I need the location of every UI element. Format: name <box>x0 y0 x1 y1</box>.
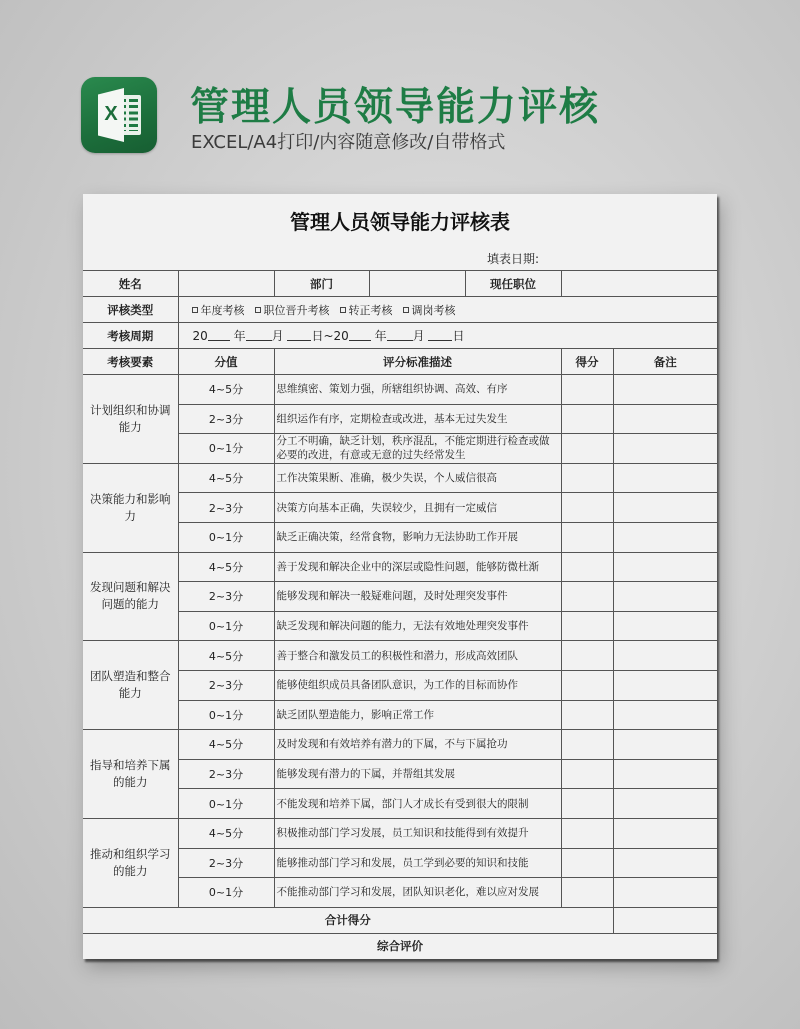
remarks-input[interactable] <box>613 493 717 523</box>
remarks-input[interactable] <box>613 582 717 612</box>
criteria-row <box>83 582 717 612</box>
remarks-input[interactable] <box>613 818 717 848</box>
score-range: 0~1分 <box>178 434 274 464</box>
score-input[interactable] <box>561 522 613 552</box>
score-input[interactable] <box>561 730 613 760</box>
eval-type-option-promotion[interactable]: 职位晋升考核 <box>245 302 330 318</box>
criteria-description: 缺乏正确决策，经常食物，影响力无法协助工作开展 <box>274 522 561 552</box>
score-input[interactable] <box>561 582 613 612</box>
score-range: 0~1分 <box>178 522 274 552</box>
evaluation-table <box>83 270 717 959</box>
checkbox-icon[interactable] <box>340 307 346 313</box>
criteria-description: 善于整合和激发员工的积极性和潜力，形成高效团队 <box>274 641 561 671</box>
score-range: 2~3分 <box>178 759 274 789</box>
criteria-description: 不能发现和培养下属，部门人才成长有受到很大的限制 <box>274 789 561 819</box>
period-row <box>83 323 717 349</box>
criteria-row <box>83 493 717 523</box>
score-input[interactable] <box>561 759 613 789</box>
element-name: 计划组织和协调能力 <box>83 375 178 464</box>
score-range: 2~3分 <box>178 582 274 612</box>
score-input[interactable] <box>561 611 613 641</box>
dept-field[interactable] <box>369 271 465 297</box>
col-header-remarks: 备注 <box>613 349 717 375</box>
element-name: 团队塑造和整合能力 <box>83 641 178 730</box>
score-range: 0~1分 <box>178 700 274 730</box>
score-input[interactable] <box>561 434 613 464</box>
score-range: 4~5分 <box>178 375 274 405</box>
element-name: 发现问题和解决问题的能力 <box>83 552 178 641</box>
criteria-description: 组织运作有序，定期检查或改进，基本无过失发生 <box>274 404 561 434</box>
criteria-row <box>83 730 717 760</box>
banner-title: 管理人员领导能力评核 <box>190 85 601 130</box>
period-field[interactable]: 20 年 月 日~20 年 月 日 <box>178 323 717 349</box>
score-input[interactable] <box>561 463 613 493</box>
period-label: 考核周期 <box>83 323 178 349</box>
criteria-description: 决策方向基本正确，失误较少，且拥有一定威信 <box>274 493 561 523</box>
criteria-row <box>83 670 717 700</box>
score-range: 0~1分 <box>178 789 274 819</box>
criteria-row <box>83 434 717 464</box>
score-range: 4~5分 <box>178 552 274 582</box>
score-range: 4~5分 <box>178 641 274 671</box>
criteria-row <box>83 375 717 405</box>
remarks-input[interactable] <box>613 670 717 700</box>
remarks-input[interactable] <box>613 878 717 908</box>
remarks-input[interactable] <box>613 759 717 789</box>
remarks-input[interactable] <box>613 522 717 552</box>
col-header-description: 评分标准描述 <box>274 349 561 375</box>
logo-letter: X <box>104 103 118 125</box>
remarks-input[interactable] <box>613 700 717 730</box>
remarks-input[interactable] <box>613 375 717 405</box>
criteria-row <box>83 818 717 848</box>
criteria-row <box>83 878 717 908</box>
score-input[interactable] <box>561 375 613 405</box>
score-range: 4~5分 <box>178 463 274 493</box>
score-input[interactable] <box>561 493 613 523</box>
criteria-row <box>83 522 717 552</box>
element-name: 推动和组织学习的能力 <box>83 818 178 907</box>
criteria-description: 思维缜密、策划力强，所辖组织协调、高效、有序 <box>274 375 561 405</box>
eval-type-options <box>178 297 717 323</box>
score-input[interactable] <box>561 404 613 434</box>
remarks-input[interactable] <box>613 463 717 493</box>
criteria-row <box>83 848 717 878</box>
criteria-header-row <box>83 349 717 375</box>
col-header-score: 得分 <box>561 349 613 375</box>
remarks-input[interactable] <box>613 404 717 434</box>
name-label: 姓名 <box>83 271 178 297</box>
criteria-row <box>83 404 717 434</box>
position-field[interactable] <box>561 271 717 297</box>
overall-row <box>83 933 717 959</box>
end-day-blank[interactable] <box>428 330 452 341</box>
start-year-blank[interactable] <box>208 330 230 341</box>
score-input[interactable] <box>561 878 613 908</box>
remarks-input[interactable] <box>613 789 717 819</box>
score-range: 2~3分 <box>178 670 274 700</box>
remarks-input[interactable] <box>613 641 717 671</box>
excel-logo-icon <box>81 77 157 153</box>
col-header-score-range: 分值 <box>178 349 274 375</box>
eval-type-option-transfer[interactable]: 调岗考核 <box>393 302 456 318</box>
total-row <box>83 907 717 933</box>
remarks-input[interactable] <box>613 552 717 582</box>
criteria-description: 及时发现和有效培养有潜力的下属，不与下属抢功 <box>274 730 561 760</box>
form-title: 管理人员领导能力评核表 <box>290 210 510 234</box>
score-range: 0~1分 <box>178 611 274 641</box>
score-range: 2~3分 <box>178 848 274 878</box>
element-name: 指导和培养下属的能力 <box>83 730 178 819</box>
criteria-row <box>83 611 717 641</box>
remarks-input[interactable] <box>613 848 717 878</box>
start-day-blank[interactable] <box>287 330 311 341</box>
criteria-description: 缺乏发现和解决问题的能力，无法有效地处理突发事件 <box>274 611 561 641</box>
criteria-description: 善于发现和解决企业中的深层或隐性问题，能够防微杜渐 <box>274 552 561 582</box>
eval-type-label: 评核类型 <box>83 297 178 323</box>
criteria-row <box>83 789 717 819</box>
score-range: 0~1分 <box>178 878 274 908</box>
score-range: 4~5分 <box>178 730 274 760</box>
checkbox-icon[interactable] <box>192 307 198 313</box>
score-input[interactable] <box>561 670 613 700</box>
score-input[interactable] <box>561 848 613 878</box>
score-input[interactable] <box>561 789 613 819</box>
col-header-element: 考核要素 <box>83 349 178 375</box>
fill-date-label: 填表日期: <box>487 252 540 266</box>
end-month-blank[interactable] <box>387 330 413 341</box>
criteria-row <box>83 759 717 789</box>
checkbox-icon[interactable] <box>403 307 409 313</box>
criteria-description: 分工不明确，缺乏计划，秩序混乱，不能定期进行检查或做必要的改进，有意或无意的过失经常发生 <box>274 434 561 464</box>
end-year-blank[interactable] <box>349 330 371 341</box>
position-label: 现任职位 <box>465 271 561 297</box>
criteria-row <box>83 463 717 493</box>
criteria-description: 能够使组织成员具备团队意识，为工作的目标而协作 <box>274 670 561 700</box>
score-range: 2~3分 <box>178 493 274 523</box>
score-input[interactable] <box>561 818 613 848</box>
start-month-blank[interactable] <box>246 330 272 341</box>
name-field[interactable] <box>178 271 274 297</box>
checkbox-icon[interactable] <box>255 307 261 313</box>
criteria-row <box>83 700 717 730</box>
criteria-description: 工作决策果断、准确，极少失误，个人威信很高 <box>274 463 561 493</box>
eval-type-option-regularization[interactable]: 转正考核 <box>330 302 393 318</box>
score-range: 2~3分 <box>178 404 274 434</box>
element-name: 决策能力和影响力 <box>83 463 178 552</box>
score-range: 4~5分 <box>178 818 274 848</box>
info-row <box>83 271 717 297</box>
evaluation-sheet <box>83 194 717 959</box>
remarks-input[interactable] <box>613 730 717 760</box>
total-score-field[interactable] <box>613 907 717 933</box>
eval-type-option-annual[interactable]: 年度考核 <box>182 302 245 318</box>
banner-subtitle: EXCEL/A4打印/内容随意修改/自带格式 <box>191 132 506 153</box>
score-input[interactable] <box>561 700 613 730</box>
criteria-description: 能够发现和解决一般疑难问题，及时处理突发事件 <box>274 582 561 612</box>
dept-label: 部门 <box>274 271 369 297</box>
criteria-description: 能够发现有潜力的下属，并帮组其发展 <box>274 759 561 789</box>
score-input[interactable] <box>561 641 613 671</box>
criteria-description: 能够推动部门学习和发展，员工学到必要的知识和技能 <box>274 848 561 878</box>
total-label: 合计得分 <box>83 907 613 933</box>
criteria-description: 不能推动部门学习和发展，团队知识老化，难以应对发展 <box>274 878 561 908</box>
score-input[interactable] <box>561 552 613 582</box>
criteria-row <box>83 641 717 671</box>
eval-type-row <box>83 297 717 323</box>
remarks-input[interactable] <box>613 434 717 464</box>
criteria-description: 积极推动部门学习发展，员工知识和技能得到有效提升 <box>274 818 561 848</box>
criteria-row <box>83 552 717 582</box>
criteria-description: 缺乏团队塑造能力，影响正常工作 <box>274 700 561 730</box>
overall-evaluation-label: 综合评价 <box>83 933 717 959</box>
remarks-input[interactable] <box>613 611 717 641</box>
